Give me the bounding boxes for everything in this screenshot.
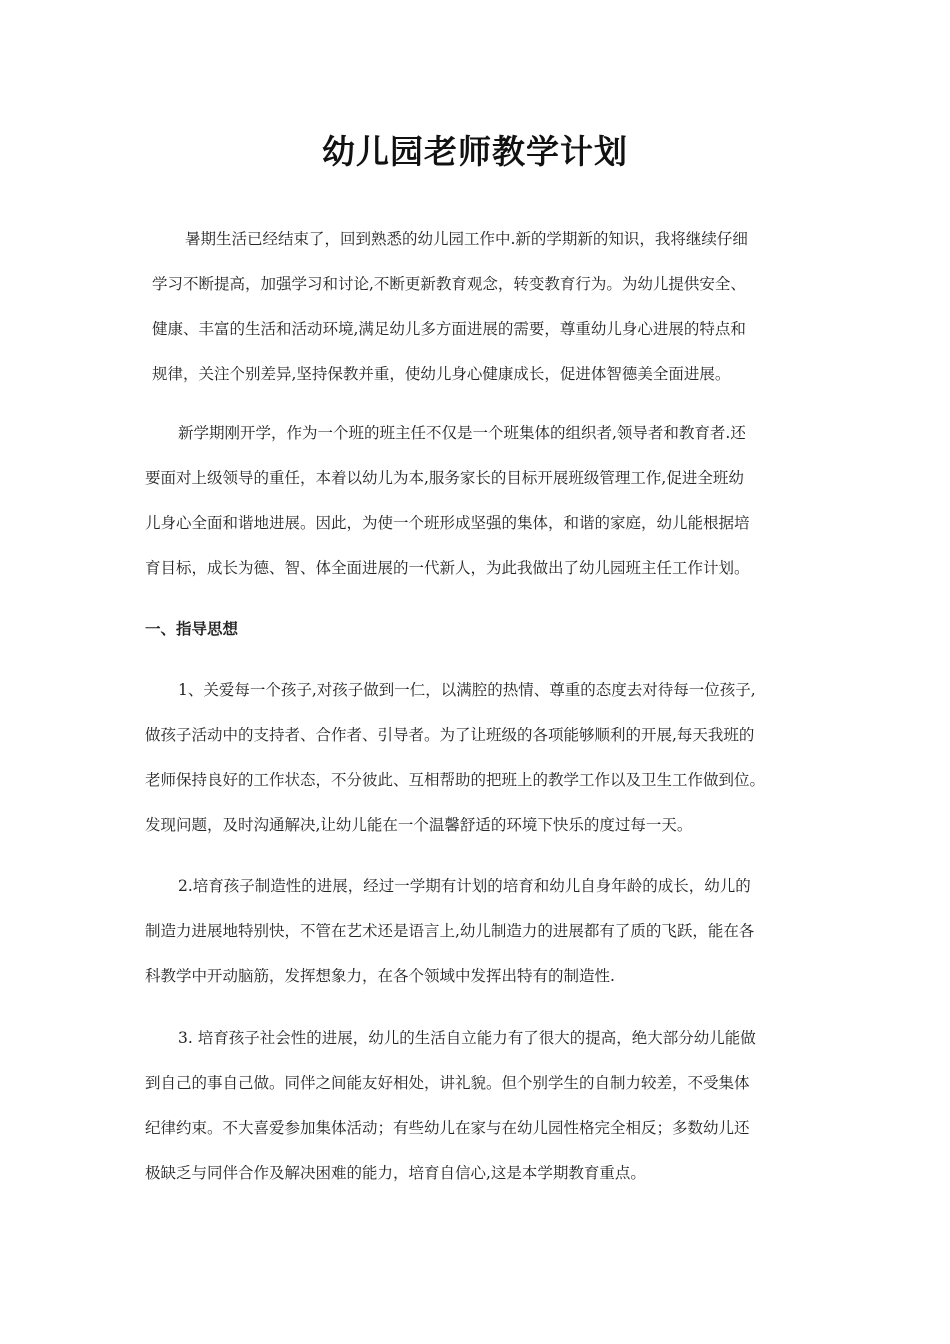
section-heading: 一、指导思想 [145,620,239,638]
text-line: 纪律约束。不大喜爱参加集体活动；有些幼儿在家与在幼儿园性格完全相反；多数幼儿还 [145,1119,750,1137]
text-line: 2.培育孩子制造性的进展，经过一学期有计划的培育和幼儿自身年龄的成长，幼儿的 [178,877,751,895]
text-line: 规律，关注个别差异,坚持保教并重，使幼儿身心健康成长，促进体智德美全面进展。 [152,365,731,383]
paragraph-item-2 [145,864,815,999]
paragraph-class-management [145,411,805,591]
text-line: 育目标，成长为德、智、体全面进展的一代新人，为此我做出了幼儿园班主任工作计划。 [145,559,750,577]
paragraph-item-3 [145,1016,815,1196]
text-line: 暑期生活已经结束了，回到熟悉的幼儿园工作中.新的学期新的知识，我将继续仔细 [185,230,748,248]
text-line: 发现问题，及时沟通解决,让幼儿能在一个温馨舒适的环境下快乐的度过每一天。 [145,816,693,834]
text-line: 1、关爱每一个孩子,对孩子做到一仁，以满腔的热情、尊重的态度去对待每一位孩子, [178,681,756,699]
text-line: 极缺乏与同伴合作及解决困难的能力，培育自信心,这是本学期教育重点。 [145,1164,646,1182]
text-line: 老师保持良好的工作状态，不分彼此、互相帮助的把班上的教学工作以及卫生工作做到位。 [145,771,766,789]
text-line: 科教学中开动脑筋，发挥想象力，在各个领域中发挥出特有的制造性. [145,967,615,985]
paragraph-item-1 [145,668,815,848]
page-title: 幼儿园老师教学计划 [322,132,628,171]
text-line: 学习不断提高，加强学习和讨论,不断更新教育观念，转变教育行为。为幼儿提供安全、 [152,275,746,293]
text-line: 3. 培育孩子社会性的进展，幼儿的生活自立能力有了很大的提高，绝大部分幼儿能做 [178,1029,756,1047]
text-line: 到自己的事自己做。同伴之间能友好相处，讲礼貌。但个别学生的自制力较差，不受集体 [145,1074,750,1092]
text-line: 要面对上级领导的重任，本着以幼儿为本,服务家长的目标开展班级管理工作,促进全班幼 [145,469,744,487]
text-line: 做孩子活动中的支持者、合作者、引导者。为了让班级的各项能够顺利的开展,每天我班的 [145,726,755,744]
text-line: 健康、丰富的生活和活动环境,满足幼儿多方面进展的需要，尊重幼儿身心进展的特点和 [152,320,746,338]
paragraph-intro [152,217,812,397]
text-line: 儿身心全面和谐地进展。因此，为使一个班形成坚强的集体，和谐的家庭，幼儿能根据培 [145,514,750,532]
text-line: 制造力进展地特别快，不管在艺术还是语言上,幼儿制造力的进展都有了质的飞跃，能在各 [145,922,755,940]
text-line: 新学期刚开学，作为一个班的班主任不仅是一个班集体的组织者,领导者和教育者.还 [178,424,746,442]
